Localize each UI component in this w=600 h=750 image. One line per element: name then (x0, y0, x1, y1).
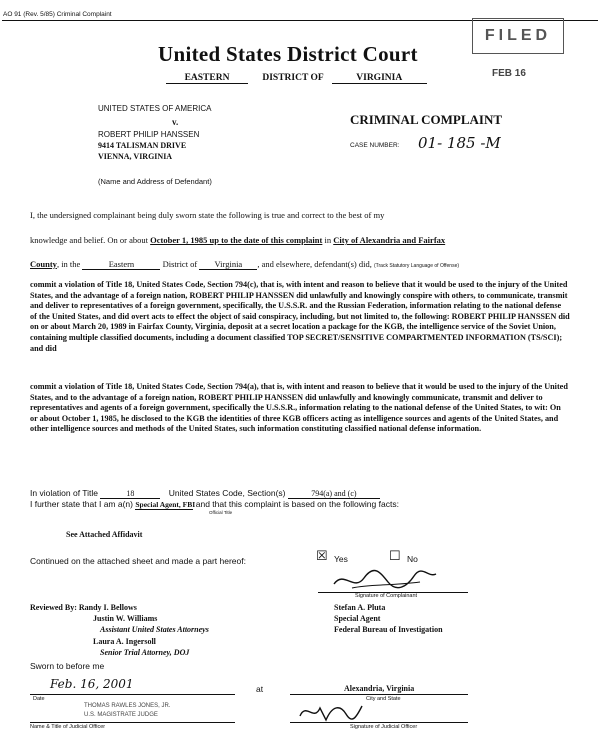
name-title-label: Name & Title of Judicial Officer (30, 724, 106, 730)
case-number-label: CASE NUMBER: (350, 142, 400, 149)
in-word: in (324, 235, 332, 245)
district-value: Eastern (82, 259, 160, 270)
elsewhere: , and elsewhere, defendant(s) did, (257, 259, 372, 269)
date-handwritten: Feb. 16, 2001 (50, 677, 134, 691)
track-note: (Track Statutory Language of Offense) (373, 263, 460, 269)
state-value: Virginia (199, 259, 257, 270)
date-label: Date (33, 696, 45, 702)
signature-complainant-label: Signature of Complainant (355, 593, 418, 599)
official-title: Special Agent, FBI (135, 500, 196, 509)
reviewed-by: Reviewed By: Randy I. Bellows (30, 603, 137, 612)
signature-judicial-label: Signature of Judicial Officer (350, 724, 418, 730)
location: City of Alexandria and Fairfax (333, 235, 446, 245)
versus: v. (172, 117, 179, 127)
yes-label: Yes (334, 554, 348, 564)
city-state: Alexandria, Virginia (344, 684, 415, 693)
judge-name-line (30, 722, 235, 723)
sworn-label: Sworn to before me (30, 661, 105, 671)
district-word: DISTRICT OF (262, 73, 324, 83)
reviewer-2: Justin W. Williams (93, 614, 158, 623)
judge-name-line-1: THOMAS RAWLES JONES, JR. (84, 703, 171, 709)
city-state-line (290, 694, 468, 695)
defendant-address-2: VIENNA, VIRGINIA (98, 152, 173, 161)
court-title: United States District Court (158, 42, 418, 66)
district-state: VIRGINIA (332, 73, 427, 84)
yes-checkbox[interactable]: ☒ (316, 548, 328, 563)
reviewers-role: Assistant United States Attorneys (100, 625, 209, 634)
complainant-agency: Federal Bureau of Investigation (334, 625, 443, 634)
intro-line: I, the undersigned complainant being duly sworn state the following is true and correct to the best of my (30, 210, 385, 220)
county: County (30, 259, 57, 269)
doc-title: CRIMINAL COMPLAINT (350, 112, 503, 127)
form-code: AO 91 (Rev. 5/85) Criminal Complaint (3, 11, 112, 18)
sections-value: 794(a) and (c) (288, 489, 380, 499)
case-number: 01- 185 -M (418, 134, 501, 152)
at-word: at (256, 684, 264, 694)
no-label: No (407, 554, 418, 564)
filed-stamp: FILED (472, 18, 564, 54)
district-of: District of (162, 259, 198, 269)
continued-label: Continued on the attached sheet and made a part hereof: (30, 556, 246, 566)
in-the: , in the (56, 259, 81, 269)
defendant-address-1: 9414 TALISMAN DRIVE (98, 141, 187, 150)
attached-affidavit: See Attached Affidavit (66, 530, 143, 539)
violation-middle: United States Code, Section(s) (168, 488, 286, 498)
judge-name-line-2: U.S. MAGISTRATE JUDGE (84, 712, 158, 718)
complainant-signature (330, 566, 440, 594)
defendant-name: ROBERT PHILIP HANSSEN (98, 130, 200, 139)
official-title-label: Official Title (209, 510, 233, 515)
date-line (30, 694, 235, 695)
no-checkbox[interactable]: ☐ (389, 548, 401, 563)
name-address-label: (Name and Address of Defendant) (98, 177, 212, 186)
kb-prefix: knowledge and belief. On or about (30, 235, 149, 245)
judicial-signature (296, 700, 366, 724)
city-state-label: City and State (366, 696, 401, 702)
paragraph-2: commit a violation of Title 18, United States Code, Section 794(a), that is, with intent and reason to believe that it would be used to the injury of the United States, and to the advantage of a foreign nation, ROBERT PHILIP HANSSEN did unlawfully and knowingly communicate, transmit and deliver to representatives and agents of a foreign government, specifically the U.S.S.R., information relating to the national defense of the United States, to wit: On or about October 1, 1985, he disclosed to the KGB the identities of three KGB officers acting as intelligence sources and agents of the United States, and other intelligence sources and methods of the United States, such information constituting classified national defense information. (30, 382, 568, 434)
judicial-signature-line (290, 722, 468, 723)
complainant-title: Special Agent (334, 614, 381, 623)
further-prefix: I further state that I am a(n) (30, 499, 133, 509)
title-value: 18 (100, 489, 160, 499)
reviewer-3: Laura A. Ingersoll (93, 637, 156, 646)
date-range: October 1, 1985 up to the date of this complaint (150, 235, 323, 245)
further-suffix: and that this complaint is based on the following facts: (195, 499, 399, 509)
district-prefix: EASTERN (166, 73, 248, 84)
reviewer-3-role: Senior Trial Attorney, DOJ (100, 648, 190, 657)
date-stamp: FEB 16 (492, 68, 526, 79)
paragraph-1: commit a violation of Title 18, United States Code, Section 794(c), that is, with intent and reason to believe that it would be used to the injury of the United States, and the advantage of a foreign nation, ROBERT PHILIP HANSSEN did unlawfully and knowingly conspire with others, to communicate, transmit and deliver to representatives of a foreign government, specifically, the U.S.S.R. and the Russian Federation, information relating to the national defense of the United States, and did overt acts to effect the object of said conspiracy, including, but not limited to, the following: ROBERT PHILIP HANSSEN did on or about March 20, 1989 in Fairfax County, Virginia, deposit at a secret location a package for the KGB, the intelligence service of the Soviet Union, containing multiple classified documents, including a document classified TOP SECRET/SENSITIVE COMPARTMENTED INFORMATION (TS/SCI); and did (30, 280, 570, 353)
violation-prefix: In violation of Title (30, 488, 99, 498)
plaintiff: UNITED STATES OF AMERICA (98, 104, 212, 113)
complainant-name: Stefan A. Pluta (334, 603, 386, 612)
